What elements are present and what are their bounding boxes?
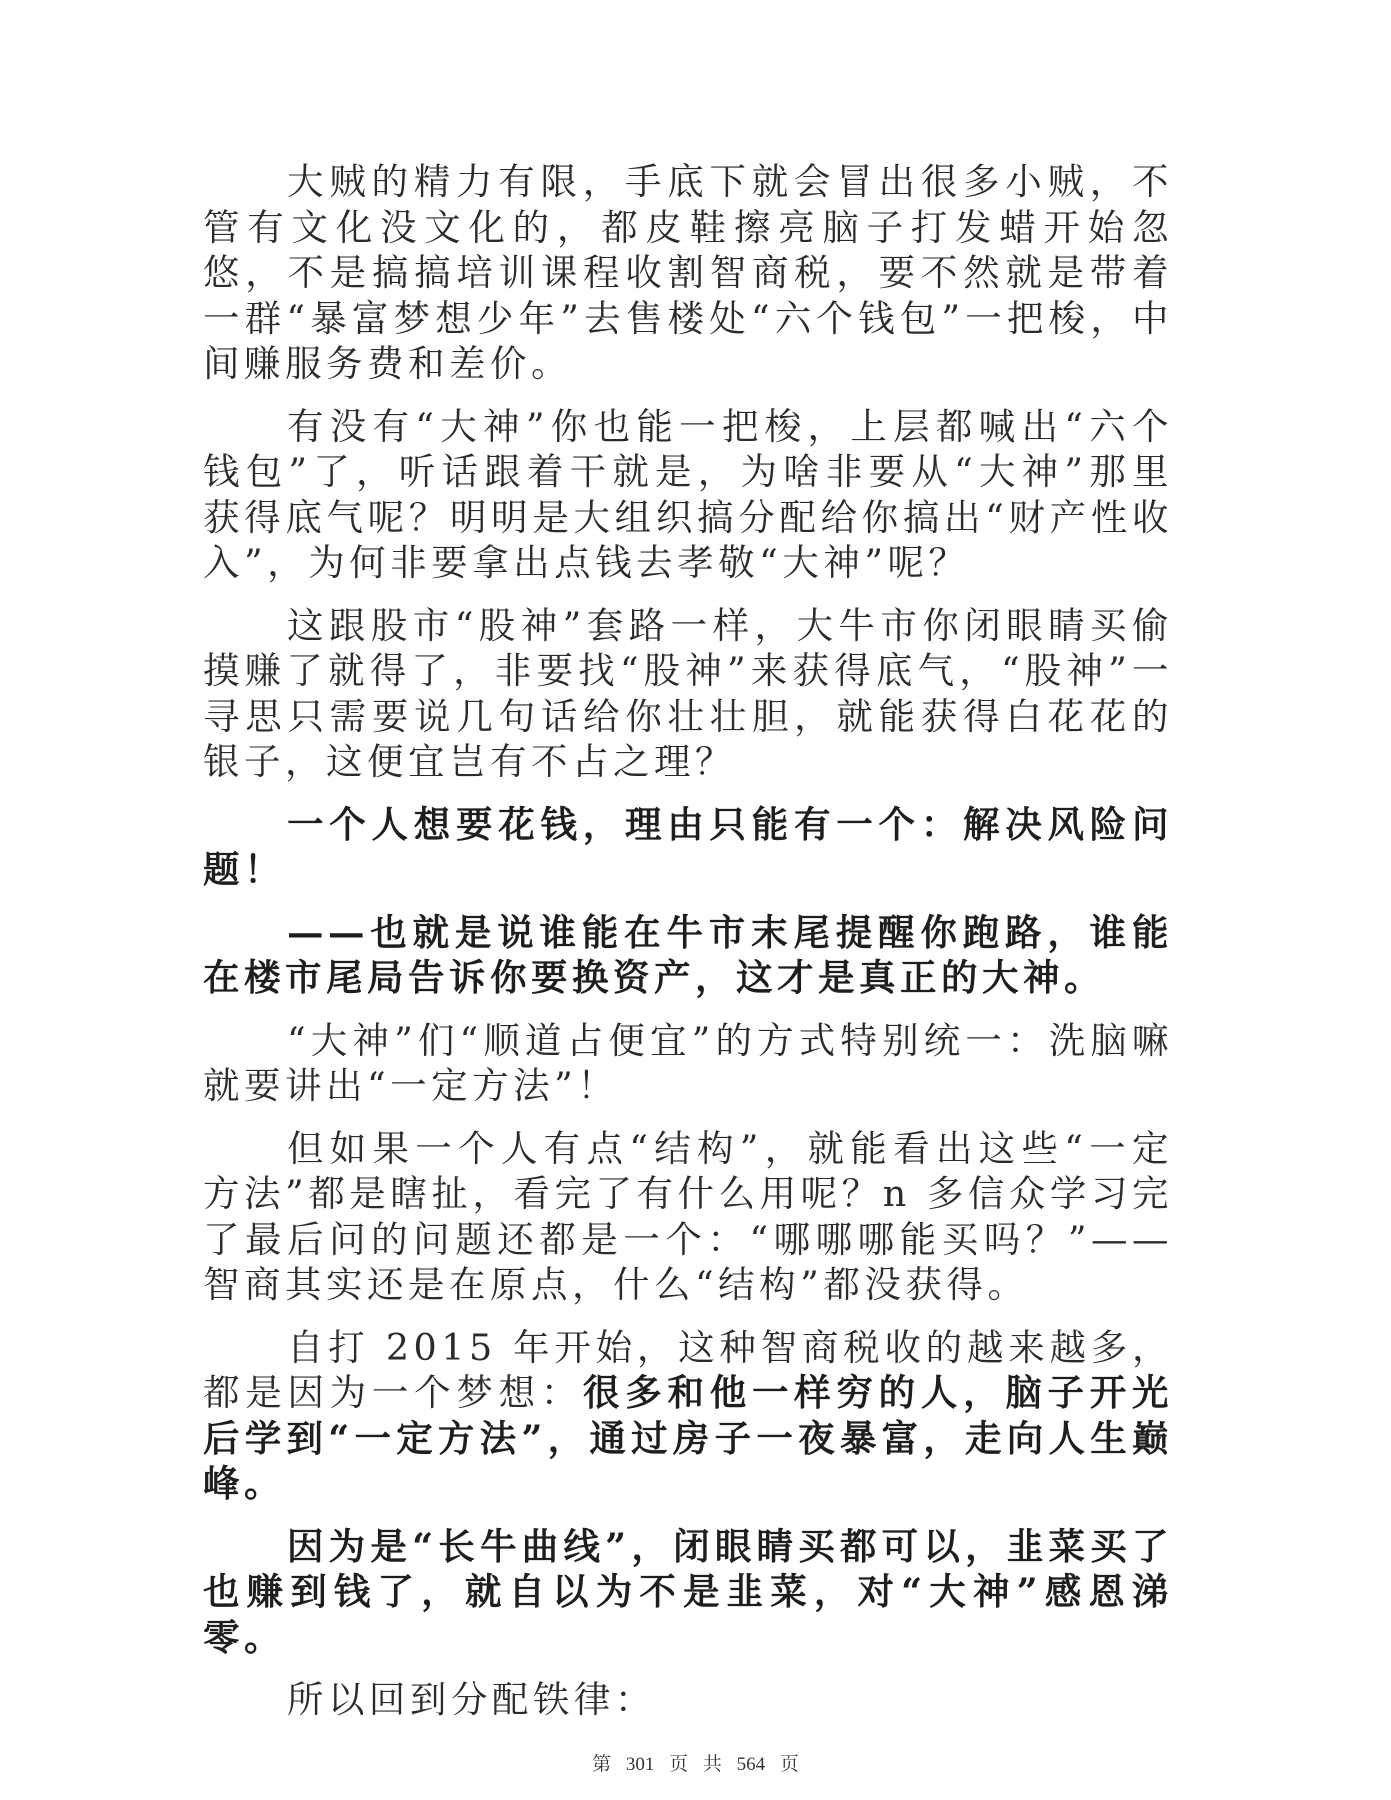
paragraph-8-normal-text: 自打 2015 年开始，这种智商税收的越来越多，都是因为一个梦想： xyxy=(203,1325,1173,1414)
paragraph-10: 所以回到分配铁律： xyxy=(286,1678,656,1721)
paragraph-1: 大贼的精力有限，手底下就会冒出很多小贼，不管有文化没文化的，都皮鞋擦亮脑子打发蜡开始忽悠，不是搞搞培训课程收割智商税，要不然就是带着一群“暴富梦想少年”去售楼处“六个钱包”一把梭，中间赚服务费和差价。 xyxy=(203,160,1173,385)
paragraph-8 xyxy=(203,1325,1173,1507)
page-body xyxy=(203,159,1173,1740)
paragraph-4-bold: 一个人想要花钱，理由只能有一个：解决风险问题！ xyxy=(203,802,1173,891)
paragraph-6: “大神”们“顺道占便宜”的方式特别统一：洗脑嘛就要讲出“一定方法”！ xyxy=(203,1018,1173,1107)
paragraph-8-bold-text: 很多和他一样穷的人，脑子开光后学到“一定方法”，通过房子一夜暴富，走向人生巅峰。 xyxy=(203,1371,1174,1505)
paragraph-7: 但如果一个人有点“结构”，就能看出这些“一定方法”都是瞎扯，看完了有什么用呢？n 多信众学习完了最后问的问题还都是一个：“哪哪哪能买吗？”——智商其实还是在原点，什么“结构”都没获得。 xyxy=(203,1126,1173,1306)
paragraph-2: 有没有“大神”你也能一把梭，上层都喊出“六个钱包”了，听话跟着干就是，为啥非要从“大神”那里获得底气呢？明明是大组织搞分配给你搞出“财产性收入”，为何非要拿出点钱去孝敬“大神”呢？ xyxy=(203,404,1173,584)
paragraph-3: 这跟股市“股神”套路一样，大牛市你闭眼睛买偷摸赚了就得了，非要找“股神”来获得底气，“股神”一寻思只需要说几句话给你壮壮胆，就能获得白花花的银子，这便宜岂有不占之理？ xyxy=(203,603,1173,783)
paragraph-5-bold: ——也就是说谁能在牛市末尾提醒你跑路，谁能在楼市尾局告诉你要换资产，这才是真正的大神。 xyxy=(203,910,1173,999)
paragraph-9-bold: 因为是“长牛曲线”，闭眼睛买都可以，韭菜买了也赚到钱了，就自以为不是韭菜，对“大神”感恩涕零。 xyxy=(203,1524,1173,1659)
page-number-footer: 第 301 页 共 564 页 xyxy=(592,1754,799,1775)
